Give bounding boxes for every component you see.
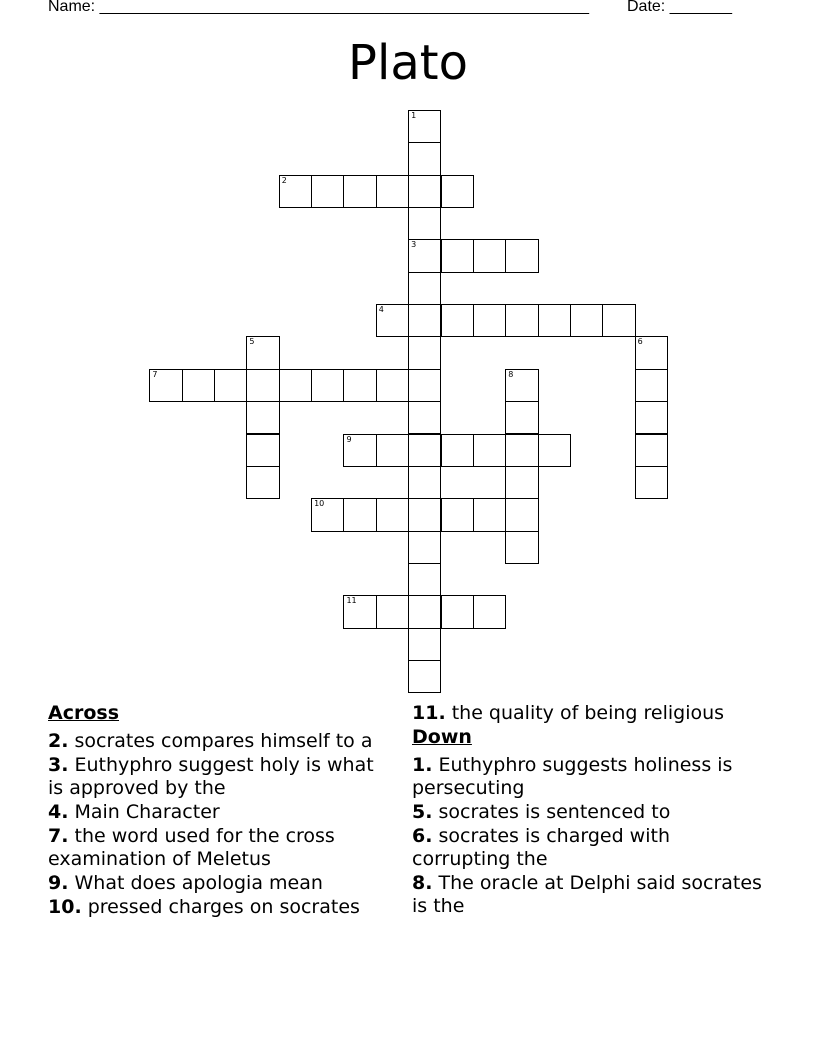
grid-cell[interactable] [635, 369, 668, 402]
grid-cell[interactable] [505, 531, 538, 564]
grid-cell[interactable] [570, 304, 603, 337]
clue-number-label: 4 [378, 305, 384, 315]
clues-column-left [48, 702, 393, 920]
grid-cell[interactable] [376, 369, 409, 402]
grid-cell[interactable] [376, 434, 409, 467]
clue-number: 7. [48, 825, 69, 847]
grid-cell[interactable] [279, 175, 312, 208]
grid-cell[interactable] [408, 239, 441, 272]
clue-number: 5. [412, 801, 433, 823]
across-clue [48, 754, 393, 800]
clue-number-label: 7 [152, 369, 158, 379]
grid-cell[interactable] [408, 272, 441, 305]
across-clue [412, 702, 772, 725]
clues-column-right [412, 702, 772, 919]
grid-cell[interactable] [408, 369, 441, 402]
grid-cell[interactable] [408, 595, 441, 628]
clue-text: The oracle at Delphi said socrates is the [412, 872, 762, 917]
clue-number-label: 9 [346, 434, 352, 444]
grid-cell[interactable] [343, 369, 376, 402]
clue-text: socrates compares himself to a [68, 730, 373, 752]
grid-cell[interactable] [408, 466, 441, 499]
grid-cell[interactable] [473, 595, 506, 628]
grid-cell[interactable] [538, 304, 571, 337]
grid-cell[interactable] [473, 304, 506, 337]
grid-cell[interactable] [408, 175, 441, 208]
grid-cell[interactable] [635, 401, 668, 434]
grid-cell[interactable] [441, 498, 474, 531]
grid-cell[interactable] [635, 434, 668, 467]
grid-cell[interactable] [505, 466, 538, 499]
clue-text: the quality of being religious [445, 702, 725, 724]
grid-cell[interactable] [246, 369, 279, 402]
grid-cell[interactable] [376, 595, 409, 628]
grid-cell[interactable] [505, 369, 538, 402]
grid-cell[interactable] [408, 563, 441, 596]
down-clue [412, 872, 772, 918]
clue-number: 4. [48, 801, 69, 823]
clue-number-label: 5 [249, 337, 255, 347]
clue-number-label: 6 [637, 337, 643, 347]
grid-cell[interactable] [441, 304, 474, 337]
grid-cell[interactable] [408, 110, 441, 143]
grid-cell[interactable] [473, 434, 506, 467]
grid-cell[interactable] [246, 466, 279, 499]
across-clue [48, 801, 393, 824]
clue-text: socrates is sentenced to [432, 801, 671, 823]
grid-cell[interactable] [408, 304, 441, 337]
clue-text: socrates is charged with corrupting the [412, 825, 670, 870]
grid-cell[interactable] [408, 434, 441, 467]
page-title: Plato [348, 35, 468, 91]
clue-number: 10. [48, 896, 82, 918]
grid-cell[interactable] [343, 175, 376, 208]
across-clue [48, 872, 393, 895]
grid-cell[interactable] [408, 336, 441, 369]
grid-cell[interactable] [538, 434, 571, 467]
date-field-label: Date: _______ [627, 0, 732, 15]
grid-cell[interactable] [182, 369, 215, 402]
clue-number: 9. [48, 872, 69, 894]
grid-cell[interactable] [343, 498, 376, 531]
clue-number-label: 3 [411, 240, 417, 250]
clue-number-label: 8 [508, 369, 514, 379]
grid-cell[interactable] [505, 434, 538, 467]
grid-cell[interactable] [279, 369, 312, 402]
clue-text: Main Character [68, 801, 220, 823]
clue-number: 1. [412, 754, 433, 776]
clue-number-label: 2 [281, 175, 287, 185]
across-clue [48, 896, 393, 919]
grid-cell[interactable] [311, 498, 344, 531]
clue-text: Euthyphro suggests holiness is persecuting [412, 754, 733, 799]
down-clue [412, 754, 772, 800]
clue-number: 2. [48, 730, 69, 752]
grid-cell[interactable] [408, 660, 441, 693]
grid-cell[interactable] [505, 239, 538, 272]
grid-cell[interactable] [505, 401, 538, 434]
across-heading: Across [48, 702, 120, 724]
clue-number-label: 10 [314, 499, 325, 509]
grid-cell[interactable] [635, 336, 668, 369]
clue-text: Euthyphro suggest holy is what is approved by the [48, 754, 374, 799]
grid-cell[interactable] [246, 401, 279, 434]
grid-cell[interactable] [602, 304, 635, 337]
down-clue [412, 801, 772, 824]
clue-number-label: 11 [346, 596, 357, 606]
grid-cell[interactable] [505, 498, 538, 531]
grid-cell[interactable] [635, 466, 668, 499]
grid-cell[interactable] [376, 175, 409, 208]
clue-text: What does apologia mean [68, 872, 323, 894]
across-clue [48, 825, 393, 871]
grid-cell[interactable] [473, 239, 506, 272]
clue-number-label: 1 [411, 111, 417, 120]
grid-cell[interactable] [149, 369, 182, 402]
grid-cell[interactable] [441, 239, 474, 272]
grid-cell[interactable] [343, 434, 376, 467]
grid-cell[interactable] [441, 595, 474, 628]
grid-cell[interactable] [408, 401, 441, 434]
grid-cell[interactable] [408, 628, 441, 661]
grid-cell[interactable] [441, 434, 474, 467]
grid-cell[interactable] [376, 304, 409, 337]
grid-cell[interactable] [376, 498, 409, 531]
down-clue [412, 825, 772, 871]
grid-cell[interactable] [408, 498, 441, 531]
clue-text: pressed charges on socrates [81, 896, 360, 918]
grid-cell[interactable] [343, 595, 376, 628]
grid-cell[interactable] [246, 336, 279, 369]
grid-cell[interactable] [246, 434, 279, 467]
grid-cell[interactable] [505, 304, 538, 337]
down-heading: Down [412, 726, 472, 748]
across-clue [48, 730, 393, 753]
name-field-label: Name: _______________________________________________________ [48, 0, 589, 15]
grid-cell[interactable] [408, 142, 441, 175]
grid-cell[interactable] [311, 369, 344, 402]
grid-cell[interactable] [441, 175, 474, 208]
grid-cell[interactable] [214, 369, 247, 402]
grid-cell[interactable] [311, 175, 344, 208]
clue-number: 11. [412, 702, 446, 724]
grid-cell[interactable] [473, 498, 506, 531]
grid-cell[interactable] [408, 207, 441, 240]
grid-cell[interactable] [408, 531, 441, 564]
clue-number: 3. [48, 754, 69, 776]
clue-text: the word used for the cross examination of Meletus [48, 825, 335, 870]
clue-number: 8. [412, 872, 433, 894]
clue-number: 6. [412, 825, 433, 847]
